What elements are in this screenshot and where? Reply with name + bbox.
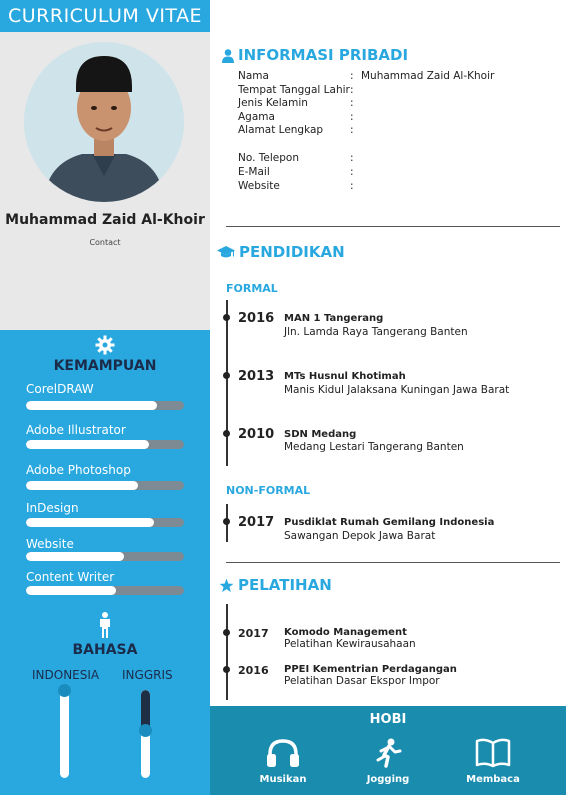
education-address: Medang Lestari Tangerang Banten [284,441,464,453]
headphones-icon [266,738,300,768]
skill-label: Adobe Photoshop [26,463,131,477]
training-name: Komodo Management [284,627,407,638]
personal-info-title [222,46,408,64]
hobbies-title: HOBI [369,712,407,727]
training-name: PPEI Kementrian Perdagangan [284,664,457,675]
hobby-label: Jogging [366,774,410,785]
timeline-dot [223,314,230,321]
skills-title: KEMAMPUAN [53,358,157,374]
language-slider-knob [58,684,71,697]
person-icon [97,612,113,638]
education-year: 2016 [238,311,275,326]
info-colon: : [350,111,354,123]
hobby-label: Membaca [466,774,520,785]
education-title [217,243,345,261]
skill-bar-fill [26,401,157,410]
hobby-item [343,738,433,785]
education-title-text: PENDIDIKAN [239,243,345,261]
profile-name: Muhammad Zaid Al-Khoir [5,212,205,228]
education-year: 2013 [238,369,275,384]
education-year: 2010 [238,427,275,442]
timeline-dot [223,430,230,437]
skill-bar [26,481,184,490]
skill-bar [26,440,184,449]
info-colon: : [350,70,354,82]
language-slider [60,690,69,778]
language-label: INDONESIA [32,668,100,682]
training-year: 2016 [238,664,269,677]
timeline-dot [223,518,230,525]
skill-label: CorelDRAW [26,382,94,396]
info-label: E-Mail [238,166,270,178]
training-year: 2017 [238,627,269,640]
info-label: Nama [238,70,269,82]
skill-bar-fill [26,586,116,595]
education-school: MAN 1 Tangerang [284,313,384,324]
training-title-text: PELATIHAN [238,576,332,594]
info-label: Alamat Lengkap [238,124,324,136]
left-profile-panel [0,0,210,330]
languages-title: BAHASA [72,642,138,658]
info-value: Muhammad Zaid Al-Khoir [361,70,495,82]
skills-panel [0,330,210,795]
skill-bar-fill [26,481,138,490]
book-icon [475,738,511,768]
personal-info-title-text: INFORMASI PRIBADI [238,46,409,64]
language-label: INGGRIS [122,668,173,682]
skill-label: Adobe Illustrator [26,423,126,437]
skill-label: Content Writer [26,570,115,584]
language-slider-knob [139,724,152,737]
training-desc: Pelatihan Kewirausahaan [284,638,416,650]
timeline-dot [223,372,230,379]
hobby-item [448,738,538,785]
info-label: Tempat Tanggal Lahir [238,84,350,96]
info-label: Agama [238,111,275,123]
graduation-cap-icon [217,246,235,259]
skill-bar [26,586,184,595]
timeline-dot [223,629,230,636]
gear-icon [95,335,115,355]
info-label: Jenis Kelamin [238,97,308,109]
section-divider [226,562,560,563]
education-address: Jln. Lamda Raya Tangerang Banten [284,326,468,338]
cv-title: CURRICULUM VITAE [0,0,210,32]
education-school: SDN Medang [284,429,357,440]
info-label: No. Telepon [238,152,299,164]
section-divider [226,226,560,227]
timeline-dot [223,666,230,673]
star-icon [219,578,234,593]
skill-bar-fill [26,552,124,561]
skill-bar [26,518,184,527]
skill-label: Website [26,537,74,551]
education-address: Sawangan Depok Jawa Barat [284,530,436,542]
skill-bar [26,401,184,410]
info-colon: : [350,180,354,192]
hobby-label: Musikan [259,774,307,785]
training-desc: Pelatihan Dasar Ekspor Impor [284,675,440,687]
training-timeline-line [226,604,228,700]
training-title [219,576,332,594]
info-colon: : [350,166,354,178]
info-label: Website [238,180,280,192]
education-school: MTs Husnul Khotimah [284,371,406,382]
skill-bar-fill [26,518,154,527]
education-address: Manis Kidul Jalaksana Kuningan Jawa Barat [284,384,510,396]
formal-timeline-line [226,300,228,466]
education-year: 2017 [238,515,275,530]
education-school: Pusdiklat Rumah Gemilang Indonesia [284,517,495,528]
running-icon [373,738,403,768]
formal-label: FORMAL [226,282,278,295]
hobbies-panel [210,706,566,795]
skill-bar [26,552,184,561]
user-icon [222,49,234,63]
nonformal-label: NON-FORMAL [226,484,311,497]
info-colon: : [350,97,354,109]
hobby-item [238,738,328,785]
profile-photo [24,42,184,202]
contact-label: Contact [89,238,121,247]
info-colon: : [350,152,354,164]
skill-label: InDesign [26,501,79,515]
info-colon: : [350,84,354,96]
skill-bar-fill [26,440,149,449]
info-colon: : [350,124,354,136]
